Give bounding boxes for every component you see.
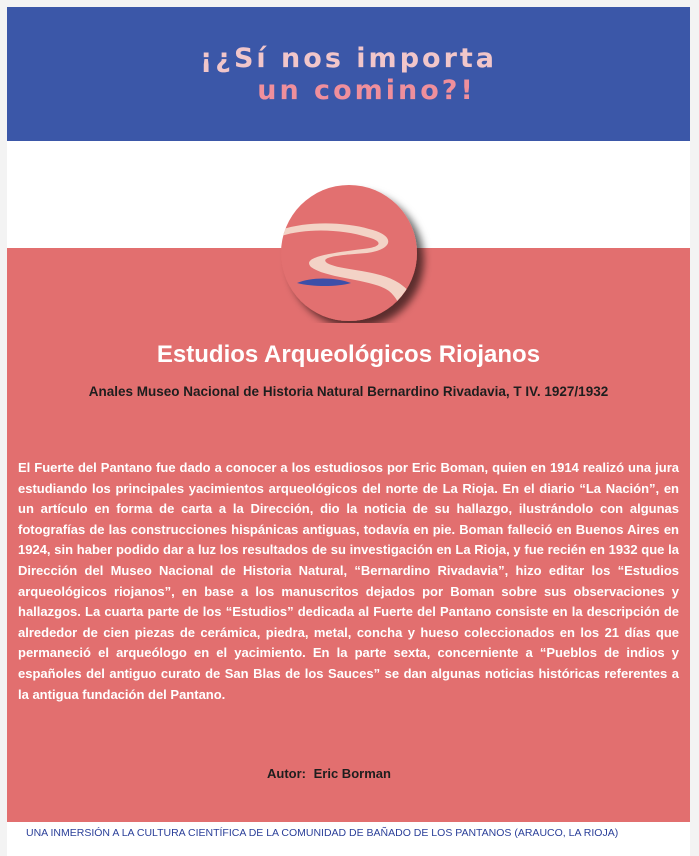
river-landscape-emblem-icon [271,183,441,323]
header-band [7,7,690,141]
headline-line-1: ¡¿Sí nos importa [199,43,498,74]
page [7,7,690,856]
author-label: Autor: [267,766,306,781]
article-subtitle: Anales Museo Nacional de Historia Natural Bernardino Rivadavia, T IV. 1927/1932 [88,384,609,399]
headline-line-2: un comino?! [257,75,476,106]
author-name: Eric Borman [313,766,391,781]
article-body: El Fuerte del Pantano fue dado a conocer a los estudiosos por Eric Boman, quien en 1914 realizó una jura estudiando los principales yacimientos arqueológicos del norte de La Rioja. En el diario “La Nación”, en un artículo en forma de carta a la Dirección, dio la noticia de su hallazgo, ilustrándolo con algunas fotografías de las construcciones hispánicas antiguas, todavía en pie. Boman falleció en Buenos Aires en 1924, sin haber podido dar a luz los resultados de su investigación en La Rioja, y fue recién en 1932 que la Dirección del Museo Nacional de Historia Natural, “Bernardino Rivadavia”, hizo editar los “Estudios arqueológicos riojanos”, en base a los manuscritos dejados por Boman sobre sus observaciones y hallazgos. La cuarta parte de los “Estudios” dedicada al Fuerte del Pantano consiste en la descripción de alrededor de cien piezas de cerámica, piedra, metal, concha y hueso coleccionados en los 21 días que permaneció el arqueólogo en el yacimiento. En la parte sexta, concerniente a “Pueblos de indios y españoles del antiguo curato de San Blas de los Sauces” se dan algunas noticias históricas referentes a la antigua fundación del Pantano. [18,460,679,702]
footer-text: UNA INMERSIÓN A LA CULTURA CIENTÍFICA DE LA COMUNIDAD DE BAÑADO DE LOS PANTANOS (ARAUCO, LA RIOJA) [26,827,619,839]
author-line [267,766,391,781]
article-title: Estudios Arqueológicos Riojanos [156,341,541,368]
headline [7,43,690,107]
